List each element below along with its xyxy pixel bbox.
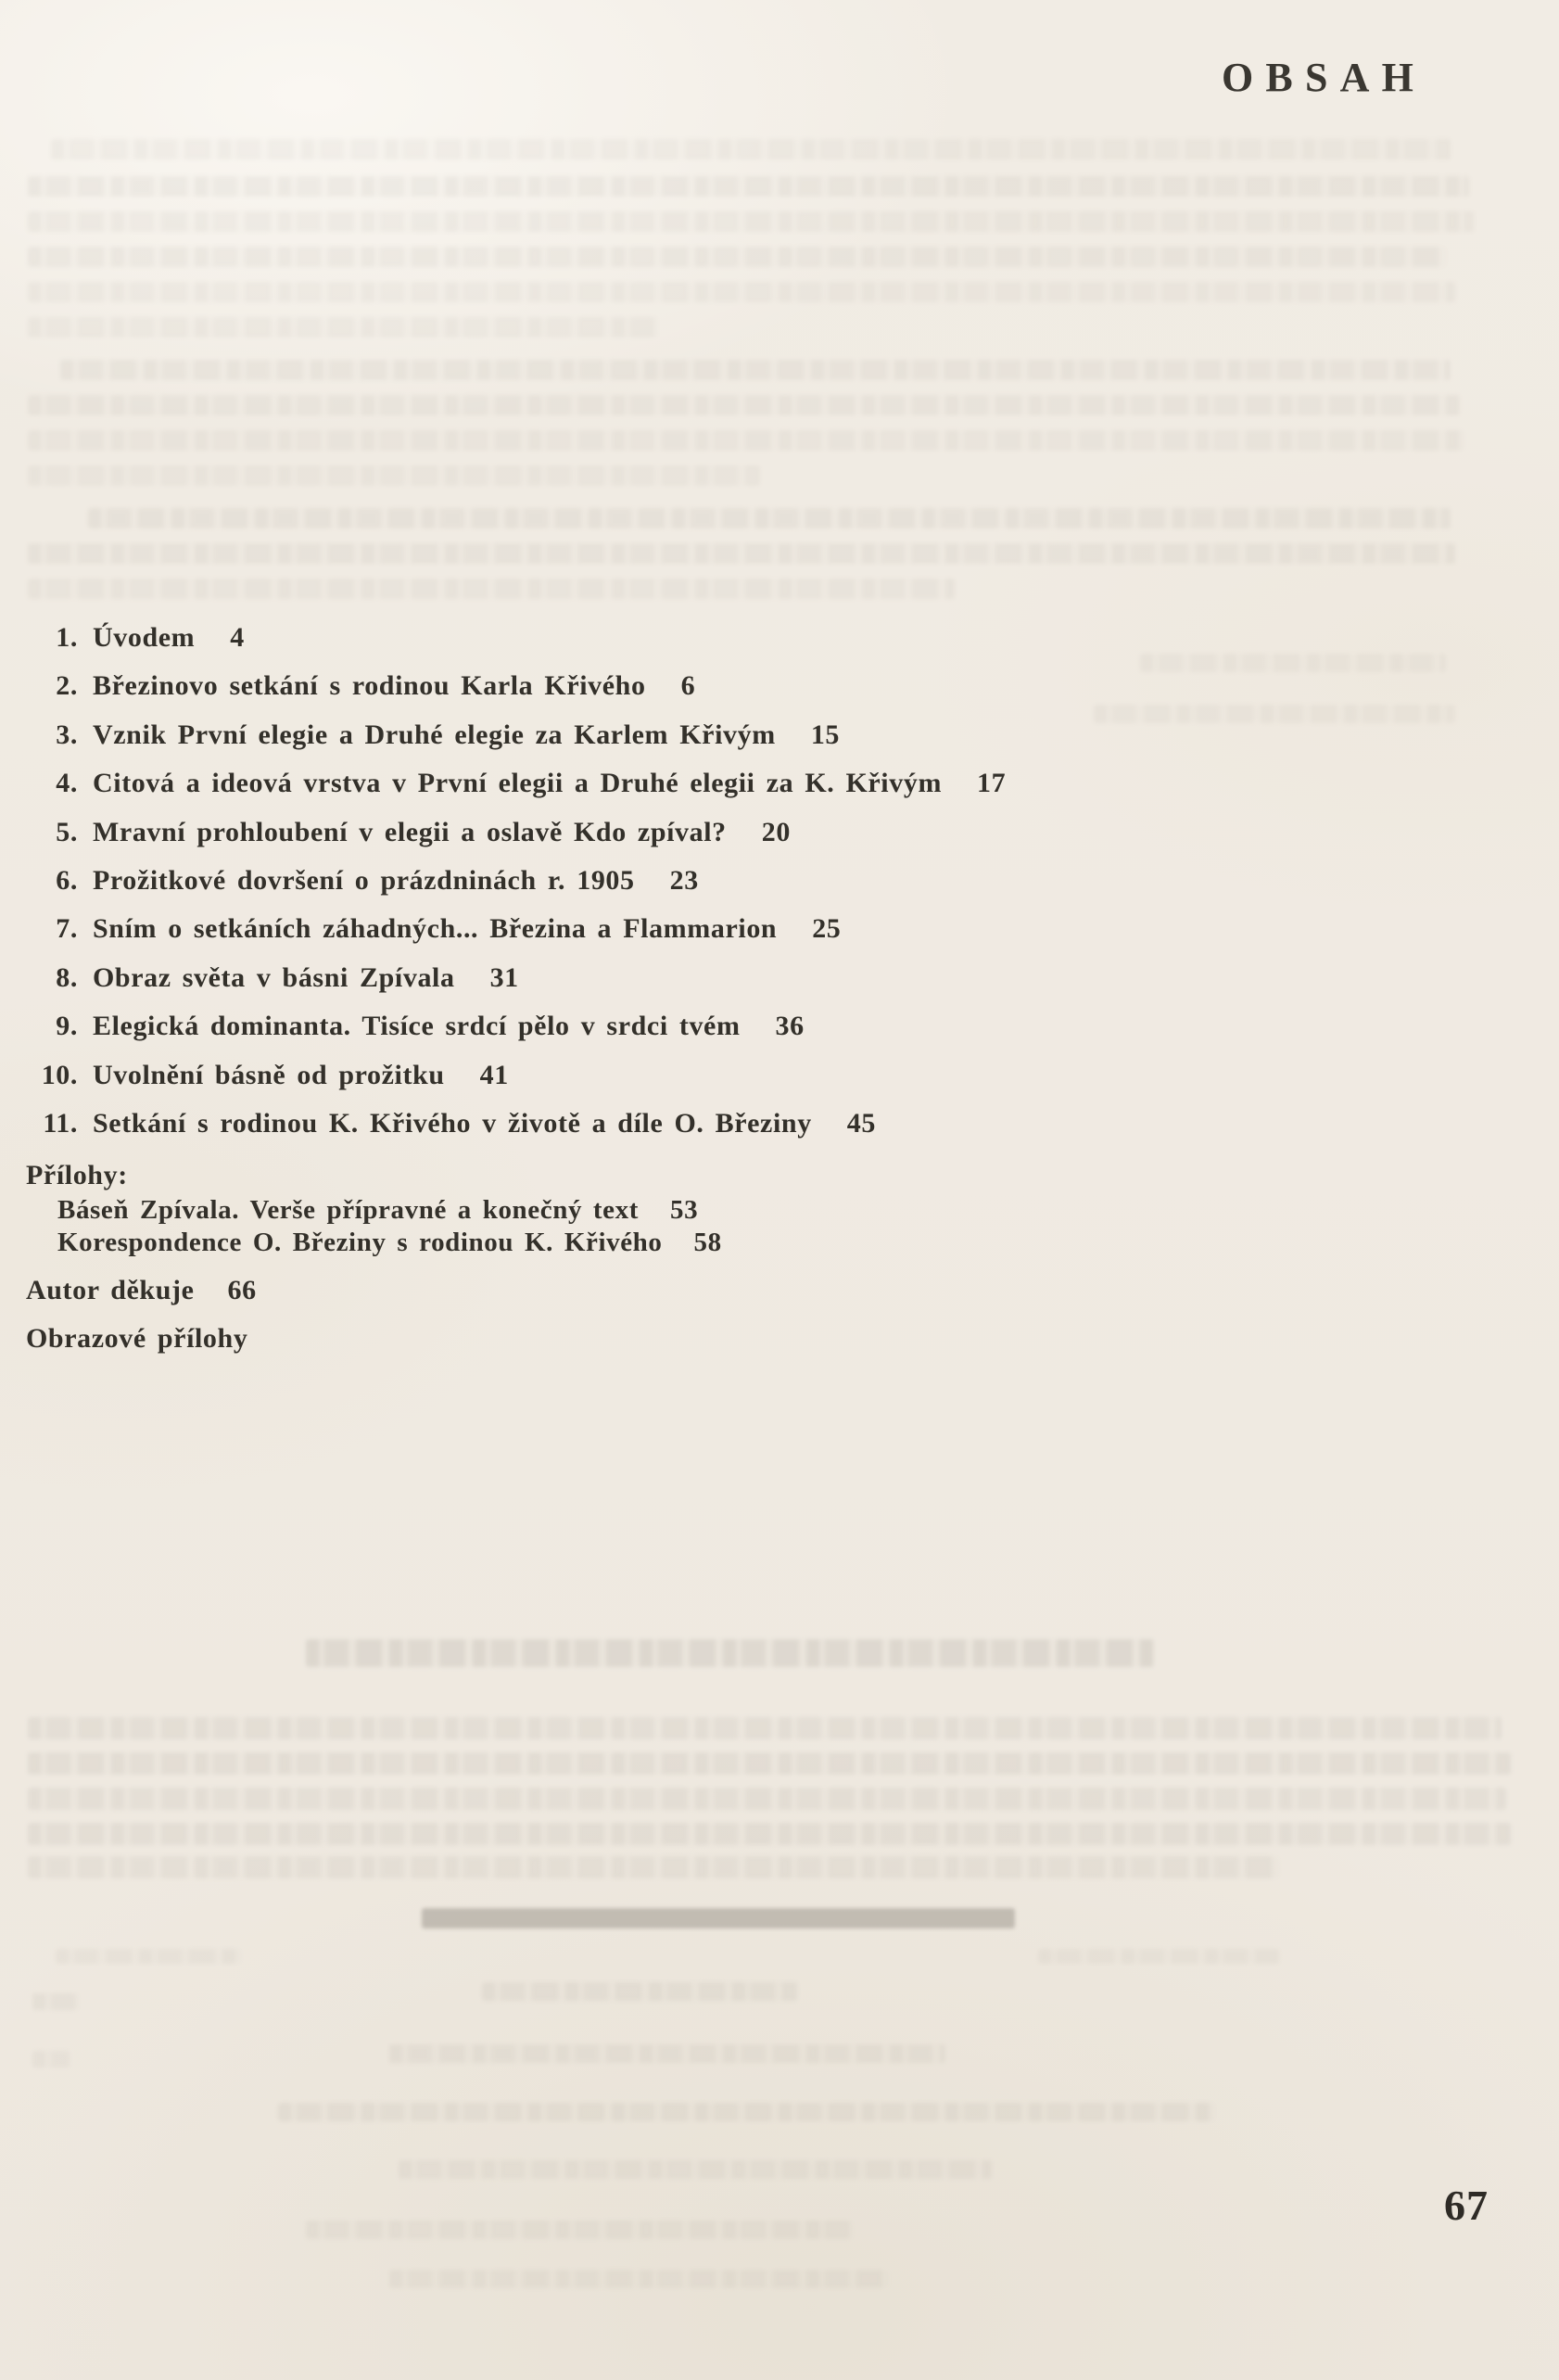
bleed-through-line: [28, 317, 658, 337]
toc-entry-number: 3.: [56, 719, 78, 750]
toc-entry-title: Obraz světa v básni Zpívala: [93, 961, 455, 993]
appendix-entry: [26, 1227, 722, 1259]
appendix-entry-page: 58: [693, 1228, 722, 1257]
toc-entry-number: 5.: [56, 816, 78, 847]
toc-entry: [24, 808, 1322, 857]
toc-entry: [24, 1051, 1322, 1100]
toc-entry-number: 4.: [56, 768, 78, 799]
bleed-through-line: [399, 2160, 992, 2179]
toc-entry-page: 45: [846, 1107, 876, 1139]
bleed-through-line: [32, 1993, 79, 2010]
toc-entry-title: Elegická dominanta. Tisíce srdcí pělo v srdci tvém: [93, 1011, 741, 1042]
toc-entry: [24, 662, 1322, 710]
bleed-through-line: [51, 139, 1451, 159]
toc-entry-number: 6.: [56, 864, 78, 896]
toc-entry: [24, 1002, 1322, 1050]
toc-entry-number: 9.: [56, 1011, 78, 1042]
appendix-entry-title: Báseň Zpívala. Verše přípravné a konečný text: [57, 1195, 639, 1225]
toc-entry-page: 4: [230, 622, 245, 653]
author-thanks-page: 66: [227, 1275, 257, 1305]
table-of-contents: [24, 614, 1322, 1148]
toc-entry-page: 6: [680, 670, 696, 702]
bleed-through-line: [28, 1788, 1506, 1810]
toc-entry-title: Setkání s rodinou K. Křivého v životě a díle O. Březiny: [93, 1107, 812, 1139]
bleed-through-line: [389, 2044, 945, 2063]
bleed-through-line: [56, 1949, 241, 1964]
bleed-through-line: [28, 247, 1446, 267]
bleed-through-line: [28, 465, 760, 486]
toc-entry-page: 25: [812, 913, 842, 945]
appendix-section: [26, 1157, 722, 1259]
bleed-through-line: [28, 395, 1460, 415]
toc-entry-title: Vznik První elegie a Druhé elegie za Karlem Křivým: [93, 719, 776, 750]
page-title: OBSAH: [1222, 55, 1426, 100]
toc-entry-title: Úvodem: [93, 622, 196, 653]
bleed-through-line: [278, 2103, 1214, 2121]
toc-entry-number: 1.: [56, 622, 78, 653]
toc-entry-page: 15: [810, 719, 841, 750]
author-thanks-title: Autor děkuje: [26, 1275, 195, 1305]
toc-entry-number: 7.: [56, 913, 78, 945]
toc-entry-page: 23: [669, 864, 699, 896]
bleed-through-line: [28, 176, 1469, 197]
toc-entry: [24, 614, 1322, 662]
toc-entry-page: 31: [489, 961, 519, 993]
plates-entry: [26, 1320, 247, 1357]
author-thanks-entry: [26, 1272, 257, 1309]
bleed-through-line: [28, 430, 1464, 451]
toc-entry-page: 20: [761, 816, 791, 847]
appendix-entry: [26, 1194, 722, 1227]
toc-entry-page: 17: [977, 768, 1007, 799]
toc-entry: [24, 711, 1322, 759]
bleed-through-line: [28, 579, 955, 599]
bleed-through-heading: [306, 1639, 1154, 1667]
toc-entry-number: 2.: [56, 670, 78, 702]
bleed-through-line: [28, 1717, 1502, 1739]
toc-entry-title: Březinovo setkání s rodinou Karla Křivého: [93, 670, 646, 702]
toc-entry-title: Citová a ideová vrstva v První elegii a Druhé elegii za K. Křivým: [93, 768, 943, 799]
toc-entry: [24, 1100, 1322, 1148]
appendix-entry-title: Korespondence O. Březiny s rodinou K. Křivého: [57, 1228, 663, 1257]
toc-entry-title: Sním o setkáních záhadných... Březina a Flammarion: [93, 913, 778, 945]
bleed-through-line: [28, 1823, 1511, 1845]
bleed-through-line: [28, 282, 1455, 302]
appendix-label: Přílohy:: [26, 1160, 128, 1190]
toc-entry-number: 10.: [41, 1059, 78, 1090]
bleed-through-line: [28, 543, 1455, 564]
bleed-through-line: [306, 2221, 853, 2239]
appendix-entry-page: 53: [670, 1195, 699, 1225]
toc-entry-title: Prožitkové dovršení o prázdninách r. 1905: [93, 864, 635, 896]
bleed-through-line: [1038, 1949, 1279, 1964]
bleed-through-line: [88, 508, 1451, 528]
bleed-through-line: [28, 1856, 1279, 1878]
bleed-through-band: [422, 1908, 1015, 1928]
toc-entry: [24, 954, 1322, 1002]
toc-entry-title: Uvolnění básně od prožitku: [93, 1059, 445, 1090]
toc-entry: [24, 857, 1322, 905]
bleed-through-line: [389, 2270, 890, 2288]
bleed-through-line: [482, 1982, 797, 2001]
bleed-through-line: [28, 211, 1474, 232]
plates-title: Obrazové přílohy: [26, 1323, 248, 1354]
page-number: 67: [1444, 2182, 1489, 2229]
toc-entry: [24, 759, 1322, 808]
toc-entry-page: 36: [775, 1011, 805, 1042]
bleed-through-line: [28, 1752, 1511, 1775]
toc-entry-number: 8.: [56, 961, 78, 993]
toc-entry-page: 41: [479, 1059, 509, 1090]
toc-entry-number: 11.: [43, 1107, 78, 1139]
toc-entry: [24, 905, 1322, 953]
toc-entry-title: Mravní prohloubení v elegii a oslavě Kdo zpíval?: [93, 816, 727, 847]
bleed-through-line: [32, 2051, 70, 2068]
bleed-through-line: [60, 360, 1451, 380]
